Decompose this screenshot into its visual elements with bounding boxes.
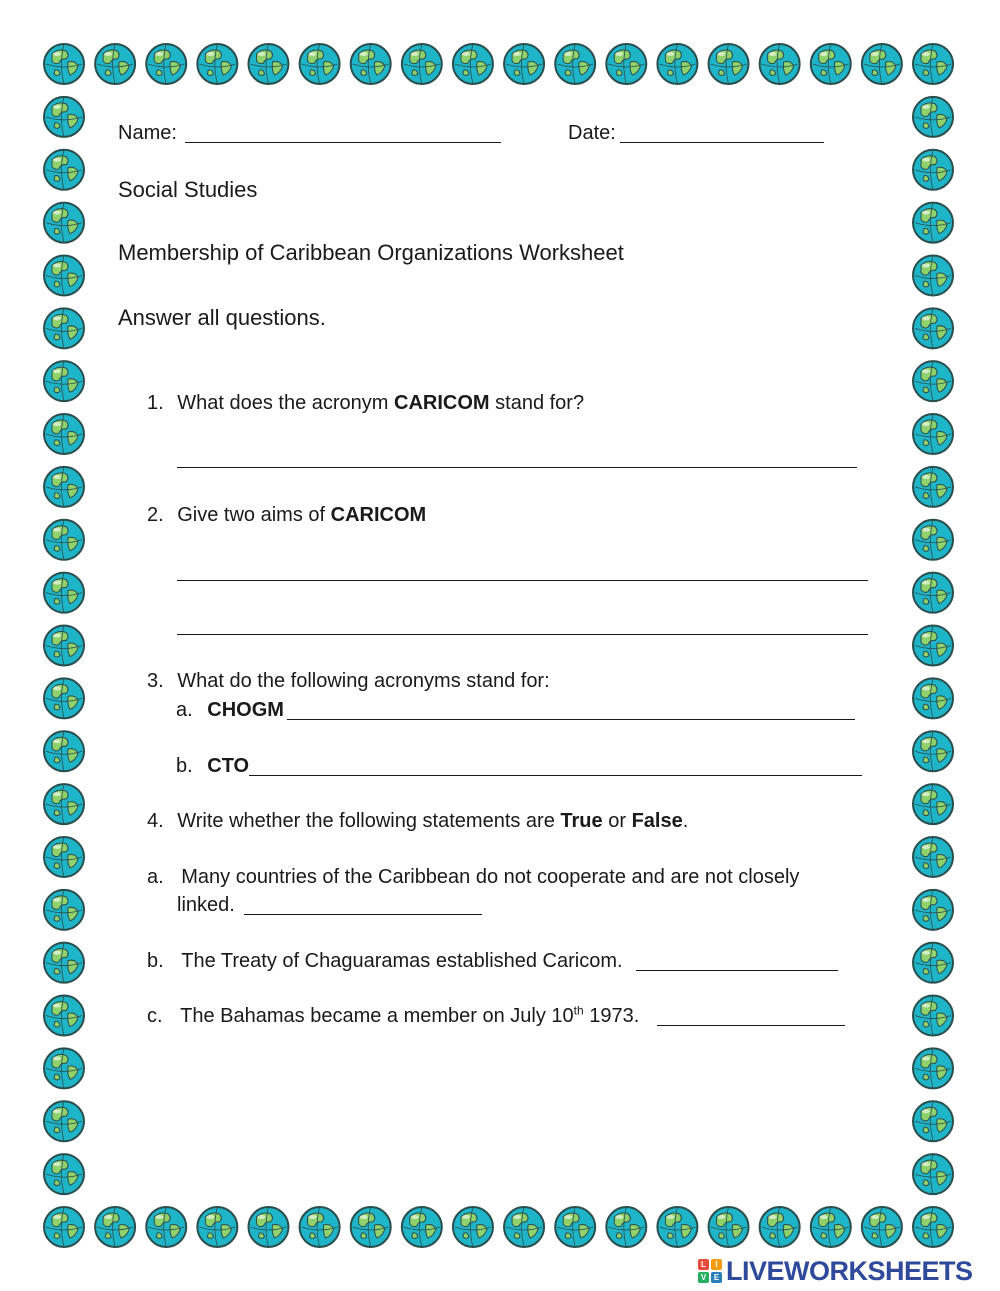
globe-icon [44, 784, 84, 824]
liveworksheets-logo[interactable] [698, 1255, 973, 1287]
q4-text-before: Write whether the following statements are [177, 810, 555, 832]
globe-icon [44, 414, 84, 454]
globe-icon [44, 203, 84, 243]
globe-icon [913, 573, 953, 613]
logo-blocks [698, 1259, 722, 1283]
globe-icon [913, 203, 953, 243]
logo-text: LIVEWORKSHEETS [726, 1255, 973, 1286]
question-1 [147, 390, 584, 416]
globe-icon [402, 1207, 442, 1247]
globe-icon [913, 44, 953, 84]
globe-icon [862, 1207, 902, 1247]
question-4 [147, 808, 688, 834]
globe-icon [913, 943, 953, 983]
logo-block-e: E [711, 1272, 722, 1283]
globe-icon [146, 44, 186, 84]
q1-acronym: CARICOM [394, 392, 490, 414]
q4c [147, 1003, 639, 1029]
globe-icon [44, 1101, 84, 1141]
name-input[interactable] [185, 142, 501, 143]
globe-icon [351, 44, 391, 84]
globe-icon [555, 1207, 595, 1247]
q2-answer-line-2[interactable] [177, 634, 868, 635]
globe-icon [453, 1207, 493, 1247]
q4b-label: b. [147, 950, 164, 972]
q4b-text: The Treaty of Chaguaramas established Caricom. [181, 950, 623, 972]
q4-false-word: False [631, 810, 683, 832]
globe-icon [657, 1207, 697, 1247]
globe-icon [913, 890, 953, 930]
question-3 [147, 668, 550, 694]
globe-icon [197, 1207, 237, 1247]
q3b-acronym: CTO [207, 755, 250, 777]
globe-icon [44, 996, 84, 1036]
globe-icon [504, 44, 544, 84]
globe-icon [300, 44, 340, 84]
q3-text: What do the following acronyms stand for: [177, 670, 550, 692]
globe-icon [913, 97, 953, 137]
q1-text-after: stand for? [495, 392, 585, 414]
globe-icon [248, 1207, 288, 1247]
globe-icon [44, 837, 84, 877]
q4c-text-before: The Bahamas became a member on July 10 [180, 1005, 574, 1027]
logo-block-v: V [698, 1272, 709, 1283]
globe-icon [44, 1154, 84, 1194]
subject-heading: Social Studies [118, 177, 258, 202]
globe-icon [44, 731, 84, 771]
logo-block-i: I [711, 1259, 722, 1270]
globe-icon [913, 1101, 953, 1141]
date-label: Date: [568, 122, 616, 144]
globe-icon [44, 44, 84, 84]
q3a-label: a. [176, 699, 193, 721]
globe-icon [862, 44, 902, 84]
q4a-answer-line[interactable] [244, 914, 482, 915]
q4c-superscript: th [573, 1003, 584, 1018]
q4a-label: a. [147, 866, 164, 888]
globe-icon [44, 573, 84, 613]
globe-icon [606, 44, 646, 84]
q3a [176, 697, 284, 723]
globe-icon [913, 996, 953, 1036]
q4-number: 4. [147, 810, 164, 832]
globe-icon [913, 414, 953, 454]
q4-or-word: or [608, 810, 627, 832]
globe-icon [913, 1207, 953, 1247]
q3a-acronym: CHOGM [207, 699, 284, 721]
globe-icon [913, 467, 953, 507]
q4c-answer-line[interactable] [657, 1025, 845, 1026]
globe-icon [709, 44, 749, 84]
q1-answer-line[interactable] [177, 467, 857, 468]
q4-true-word: True [560, 810, 603, 832]
globe-icon [197, 44, 237, 84]
globe-icon [760, 1207, 800, 1247]
q4a-line2: linked. [177, 894, 235, 916]
globe-icon [913, 150, 953, 190]
q4c-text-after: 1973. [589, 1005, 640, 1027]
q3-number: 3. [147, 670, 164, 692]
q1-text-before: What does the acronym [177, 392, 389, 414]
q4-period: . [682, 810, 689, 832]
q4b-answer-line[interactable] [636, 970, 838, 971]
globe-icon [913, 784, 953, 824]
q2-number: 2. [147, 504, 164, 526]
q2-text-before: Give two aims of [177, 504, 326, 526]
globe-icon [913, 1048, 953, 1088]
globe-icon [44, 361, 84, 401]
globe-icon [555, 44, 595, 84]
globe-icon [351, 1207, 391, 1247]
globe-icon [913, 308, 953, 348]
globe-icon [657, 44, 697, 84]
logo-block-l: L [698, 1259, 709, 1270]
globe-icon [44, 520, 84, 560]
globe-icon [95, 44, 135, 84]
instructions: Answer all questions. [118, 305, 326, 330]
globe-icon [44, 255, 84, 295]
globe-icon [913, 837, 953, 877]
globe-icon [913, 520, 953, 560]
globe-icon [44, 890, 84, 930]
globe-icon [913, 1154, 953, 1194]
globe-icon [44, 1207, 84, 1247]
name-label: Name: [118, 122, 177, 144]
question-2 [147, 502, 426, 528]
q4a [147, 864, 799, 890]
globe-icon [95, 1207, 135, 1247]
name-line [118, 120, 177, 146]
globe-icon [709, 1207, 749, 1247]
globe-icon [146, 1207, 186, 1247]
q1-number: 1. [147, 392, 164, 414]
date-line [568, 120, 616, 146]
globe-icon [504, 1207, 544, 1247]
worksheet-title: Membership of Caribbean Organizations Worksheet [118, 240, 624, 265]
q3a-answer-line[interactable] [287, 719, 855, 720]
q4a-line1: Many countries of the Caribbean do not cooperate and are not closely [181, 866, 800, 888]
globe-icon [44, 467, 84, 507]
globe-icon [248, 44, 288, 84]
globe-icon [811, 44, 851, 84]
globe-icon [913, 731, 953, 771]
globe-icon [606, 1207, 646, 1247]
globe-icon [811, 1207, 851, 1247]
globe-icon [44, 678, 84, 718]
q3b [176, 753, 249, 779]
globe-icon [913, 626, 953, 666]
globe-icon [453, 44, 493, 84]
globe-icon [44, 626, 84, 666]
q3b-label: b. [176, 755, 193, 777]
globe-icon [44, 943, 84, 983]
globe-icon [913, 678, 953, 718]
globe-icon [300, 1207, 340, 1247]
q4a-continued [177, 892, 235, 918]
q3b-answer-line[interactable] [249, 775, 862, 776]
date-input[interactable] [620, 142, 824, 143]
globe-icon [44, 1048, 84, 1088]
q4b [147, 948, 623, 974]
q2-acronym: CARICOM [330, 504, 427, 526]
globe-icon [44, 308, 84, 348]
q2-answer-line-1[interactable] [177, 580, 868, 581]
globe-icon [913, 255, 953, 295]
globe-icon [913, 361, 953, 401]
globe-icon [760, 44, 800, 84]
globe-icon [44, 150, 84, 190]
globe-icon [44, 97, 84, 137]
q4c-label: c. [147, 1005, 163, 1027]
globe-icon [402, 44, 442, 84]
